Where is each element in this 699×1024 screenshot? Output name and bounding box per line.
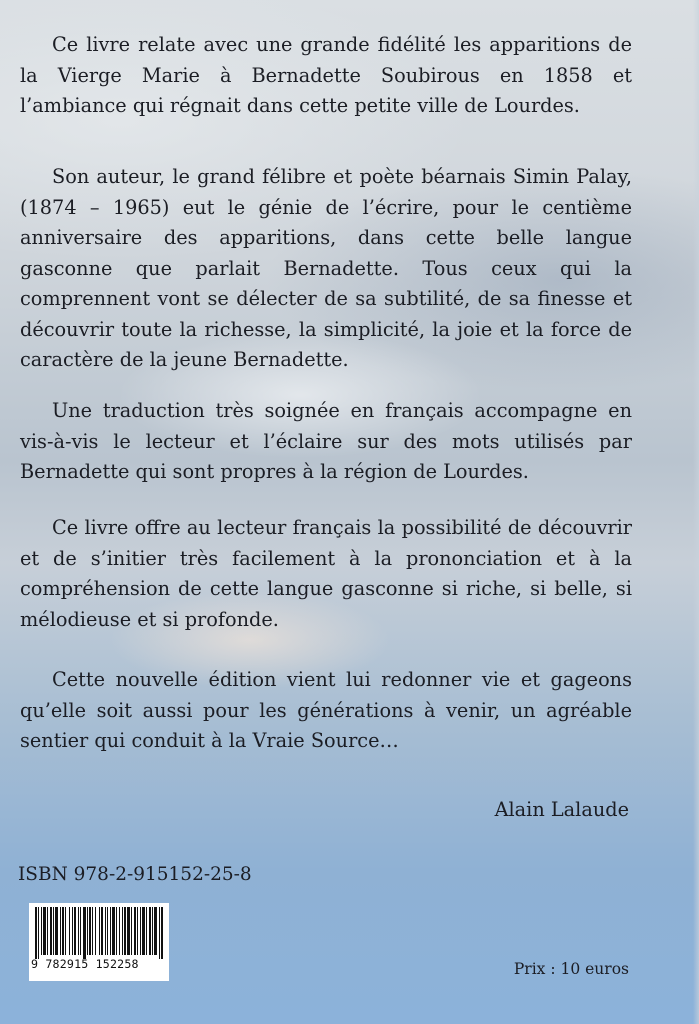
blurb-paragraph-1: Ce livre relate avec une grande fidélité les apparitions de la Vierge Marie à Bernadette Soubirous en 1858 et l’ambiance qui régnait dans cette petite ville de Lourdes. — [20, 33, 632, 117]
price-label: Prix : 10 euros — [513, 960, 629, 978]
author-signature: Alain Lalaude — [494, 798, 629, 821]
blurb-paragraph-4: Ce livre offre au lecteur français la possibilité de découvrir et de s’initier très facilement à la prononciation et à la compréhension de cette langue gasconne si riche, si belle, si mélodieuse et si profonde. — [20, 516, 632, 631]
barcode-digits: 9 782915 152258 — [31, 957, 139, 971]
blurb-paragraph-5: Cette nouvelle édition vient lui redonner vie et gageons qu’elle soit aussi pour les générations à venir, un agréable sentier qui conduit à la Vraie Source… — [20, 668, 632, 752]
blurb-paragraph-2: Son auteur, le grand félibre et poète béarnais Simin Palay, (1874 – 1965) eut le génie de l’écrire, pour le centième anniversaire des apparitions, dans cette belle langue gasconne que parlait Bernadette. Tous ceux qui la comprennent vont se délecter de sa subtilité, de sa finesse et découvrir toute la richesse, la simplicité, la joie et la force de caractère de la jeune Bernadette. — [20, 165, 632, 371]
blurb-paragraph-3: Une traduction très soignée en français accompagne en vis-à-vis le lecteur et l’éclaire sur des mots utilisés par Bernadette qui sont propres à la région de Lourdes. — [20, 399, 632, 483]
barcode-bars-icon — [35, 907, 163, 959]
barcode — [29, 903, 169, 981]
isbn-number: ISBN 978-2-915152-25-8 — [18, 864, 252, 885]
